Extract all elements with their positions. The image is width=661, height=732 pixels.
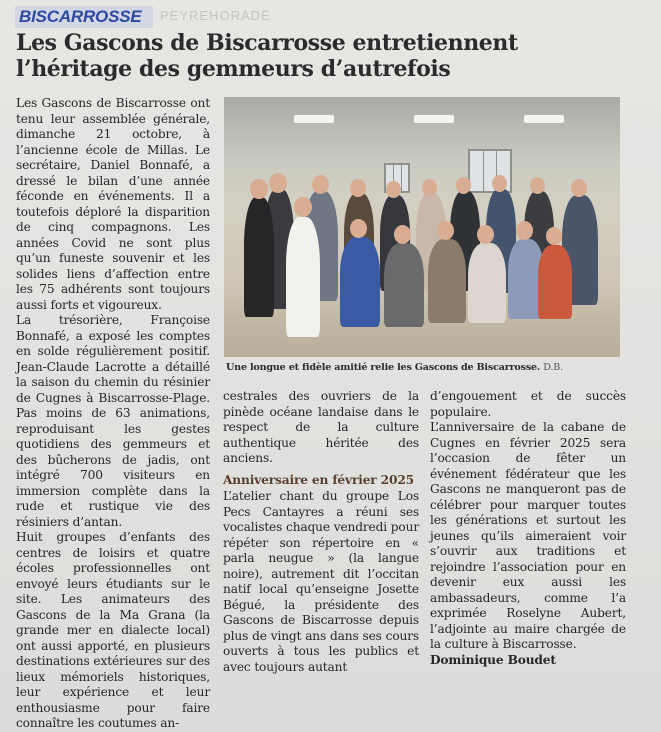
person-head xyxy=(516,221,533,240)
person-head xyxy=(269,173,287,193)
person-head xyxy=(530,177,545,194)
person-head xyxy=(350,179,366,197)
article-subhead: Anniversaire en février 2025 xyxy=(223,472,414,487)
paragraph: d’engouement et de succès populaire. xyxy=(430,389,626,419)
person-head xyxy=(437,221,454,240)
paragraph: L’anniversaire de la cabane de Cugnes en février 2025 sera l’occasion de fêter un événement fédérateur que les Gascons ne manqueront pas de célébrer pour marquer toutes les générations et surtout les jeunes qu’ils aimeraient voir s’ouvrir aux traditions et rejoindre l’association pour en devenir eux aussi les ambassadeurs, comme l’a exprimée Roselyne Aubert, l’adjointe au maire chargée de la culture à Biscarrosse. xyxy=(430,420,626,651)
byline: Dominique Boudet xyxy=(430,652,556,667)
person xyxy=(286,217,320,337)
ceiling-light xyxy=(414,115,454,123)
paragraph: La trésorière, Françoise Bonnafé, a exposé les comptes en solde régulièrement positif. Jean-Claude Lacrotte a détaillé la saison du chemin du résinier de Cugnes à Biscarrosse-Plage. Pas moins de 63 animations, reproduisant les gestes quotidiens des gemmeurs et des bûcherons de jadis, ont intégré 700 visiteurs en immersion complète dans la rude et rustique vie des résiniers d’antan. xyxy=(16,313,210,529)
article-headline: Les Gascons de Biscarrosse entretiennent l’héritage des gemmeurs d’autrefois xyxy=(16,30,518,82)
person-head xyxy=(456,177,471,194)
person-head xyxy=(294,197,312,217)
paragraph: L’atelier chant du groupe Los Pecs Cantayres a réuni ses vocalistes chaque vendredi pour répéter son répertoire en « parla neugue » (la langue noire), autrement dit l’occitan natif local qu’enseigne Josette Bégué, la présidente des Gascons de Biscarrosse depuis plus de vingt ans dans ses cours ouverts à tous les publics et avec toujours autant xyxy=(223,489,419,674)
person xyxy=(468,243,506,323)
person-head xyxy=(492,175,507,192)
photo-ceiling xyxy=(224,97,620,157)
group-photo xyxy=(224,97,620,357)
person xyxy=(428,239,466,323)
article-column-2 xyxy=(223,389,419,675)
person xyxy=(384,243,424,327)
person-head xyxy=(571,179,587,197)
photo-caption xyxy=(226,362,622,373)
person xyxy=(538,245,572,319)
person-head xyxy=(477,225,494,244)
bleed-through-header: PEYREHORADE xyxy=(160,8,271,23)
section-kicker: BISCARROSSE xyxy=(15,6,153,28)
article-column-3 xyxy=(430,389,626,668)
person xyxy=(244,197,274,317)
person xyxy=(340,237,380,327)
paragraph: Les Gascons de Biscarrosse ont tenu leur assemblée générale, dimanche 21 octobre, à l’ancienne école de Millas. Le secrétaire, Daniel Bonnafé, a dressé le bilan d’une année féconde en événements. Il a toutefois déploré la disparition de cinq compagnons. Les années Covid ne sont plus qu’un funeste souvenir et les solides liens d’affection entre les 75 adhérents sont toujours aussi forts et vigoureux. xyxy=(16,96,210,312)
ceiling-light xyxy=(524,115,564,123)
person-head xyxy=(386,181,401,198)
person-head xyxy=(312,175,329,194)
article-column-1 xyxy=(16,96,210,732)
paragraph: cestrales des ouvriers de la pinède océane landaise dans le respect de la culture authentique héritée des anciens. xyxy=(223,389,419,465)
person-head xyxy=(250,179,268,199)
person-head xyxy=(546,227,562,245)
caption-text: Une longue et fidèle amitié relie les Gascons de Biscarrosse. xyxy=(226,362,541,373)
person-head xyxy=(422,179,437,196)
photo-credit: D.B. xyxy=(543,362,563,373)
person-head xyxy=(350,219,367,238)
ceiling-light xyxy=(294,115,334,123)
paragraph: Huit groupes d’enfants des centres de loisirs et quatre écoles professionnelles ont envoyé leurs étudiants sur le site. Les animateurs des Gascons de la Ma Grana (la grande mer en dialecte local) ont aussi apporté, en plusieurs destinations extérieures sur des lieux mémoriels historiques, leur expérience et leur enthousiasme pour faire connaître les coutumes an- xyxy=(16,530,210,730)
person-head xyxy=(394,225,411,244)
